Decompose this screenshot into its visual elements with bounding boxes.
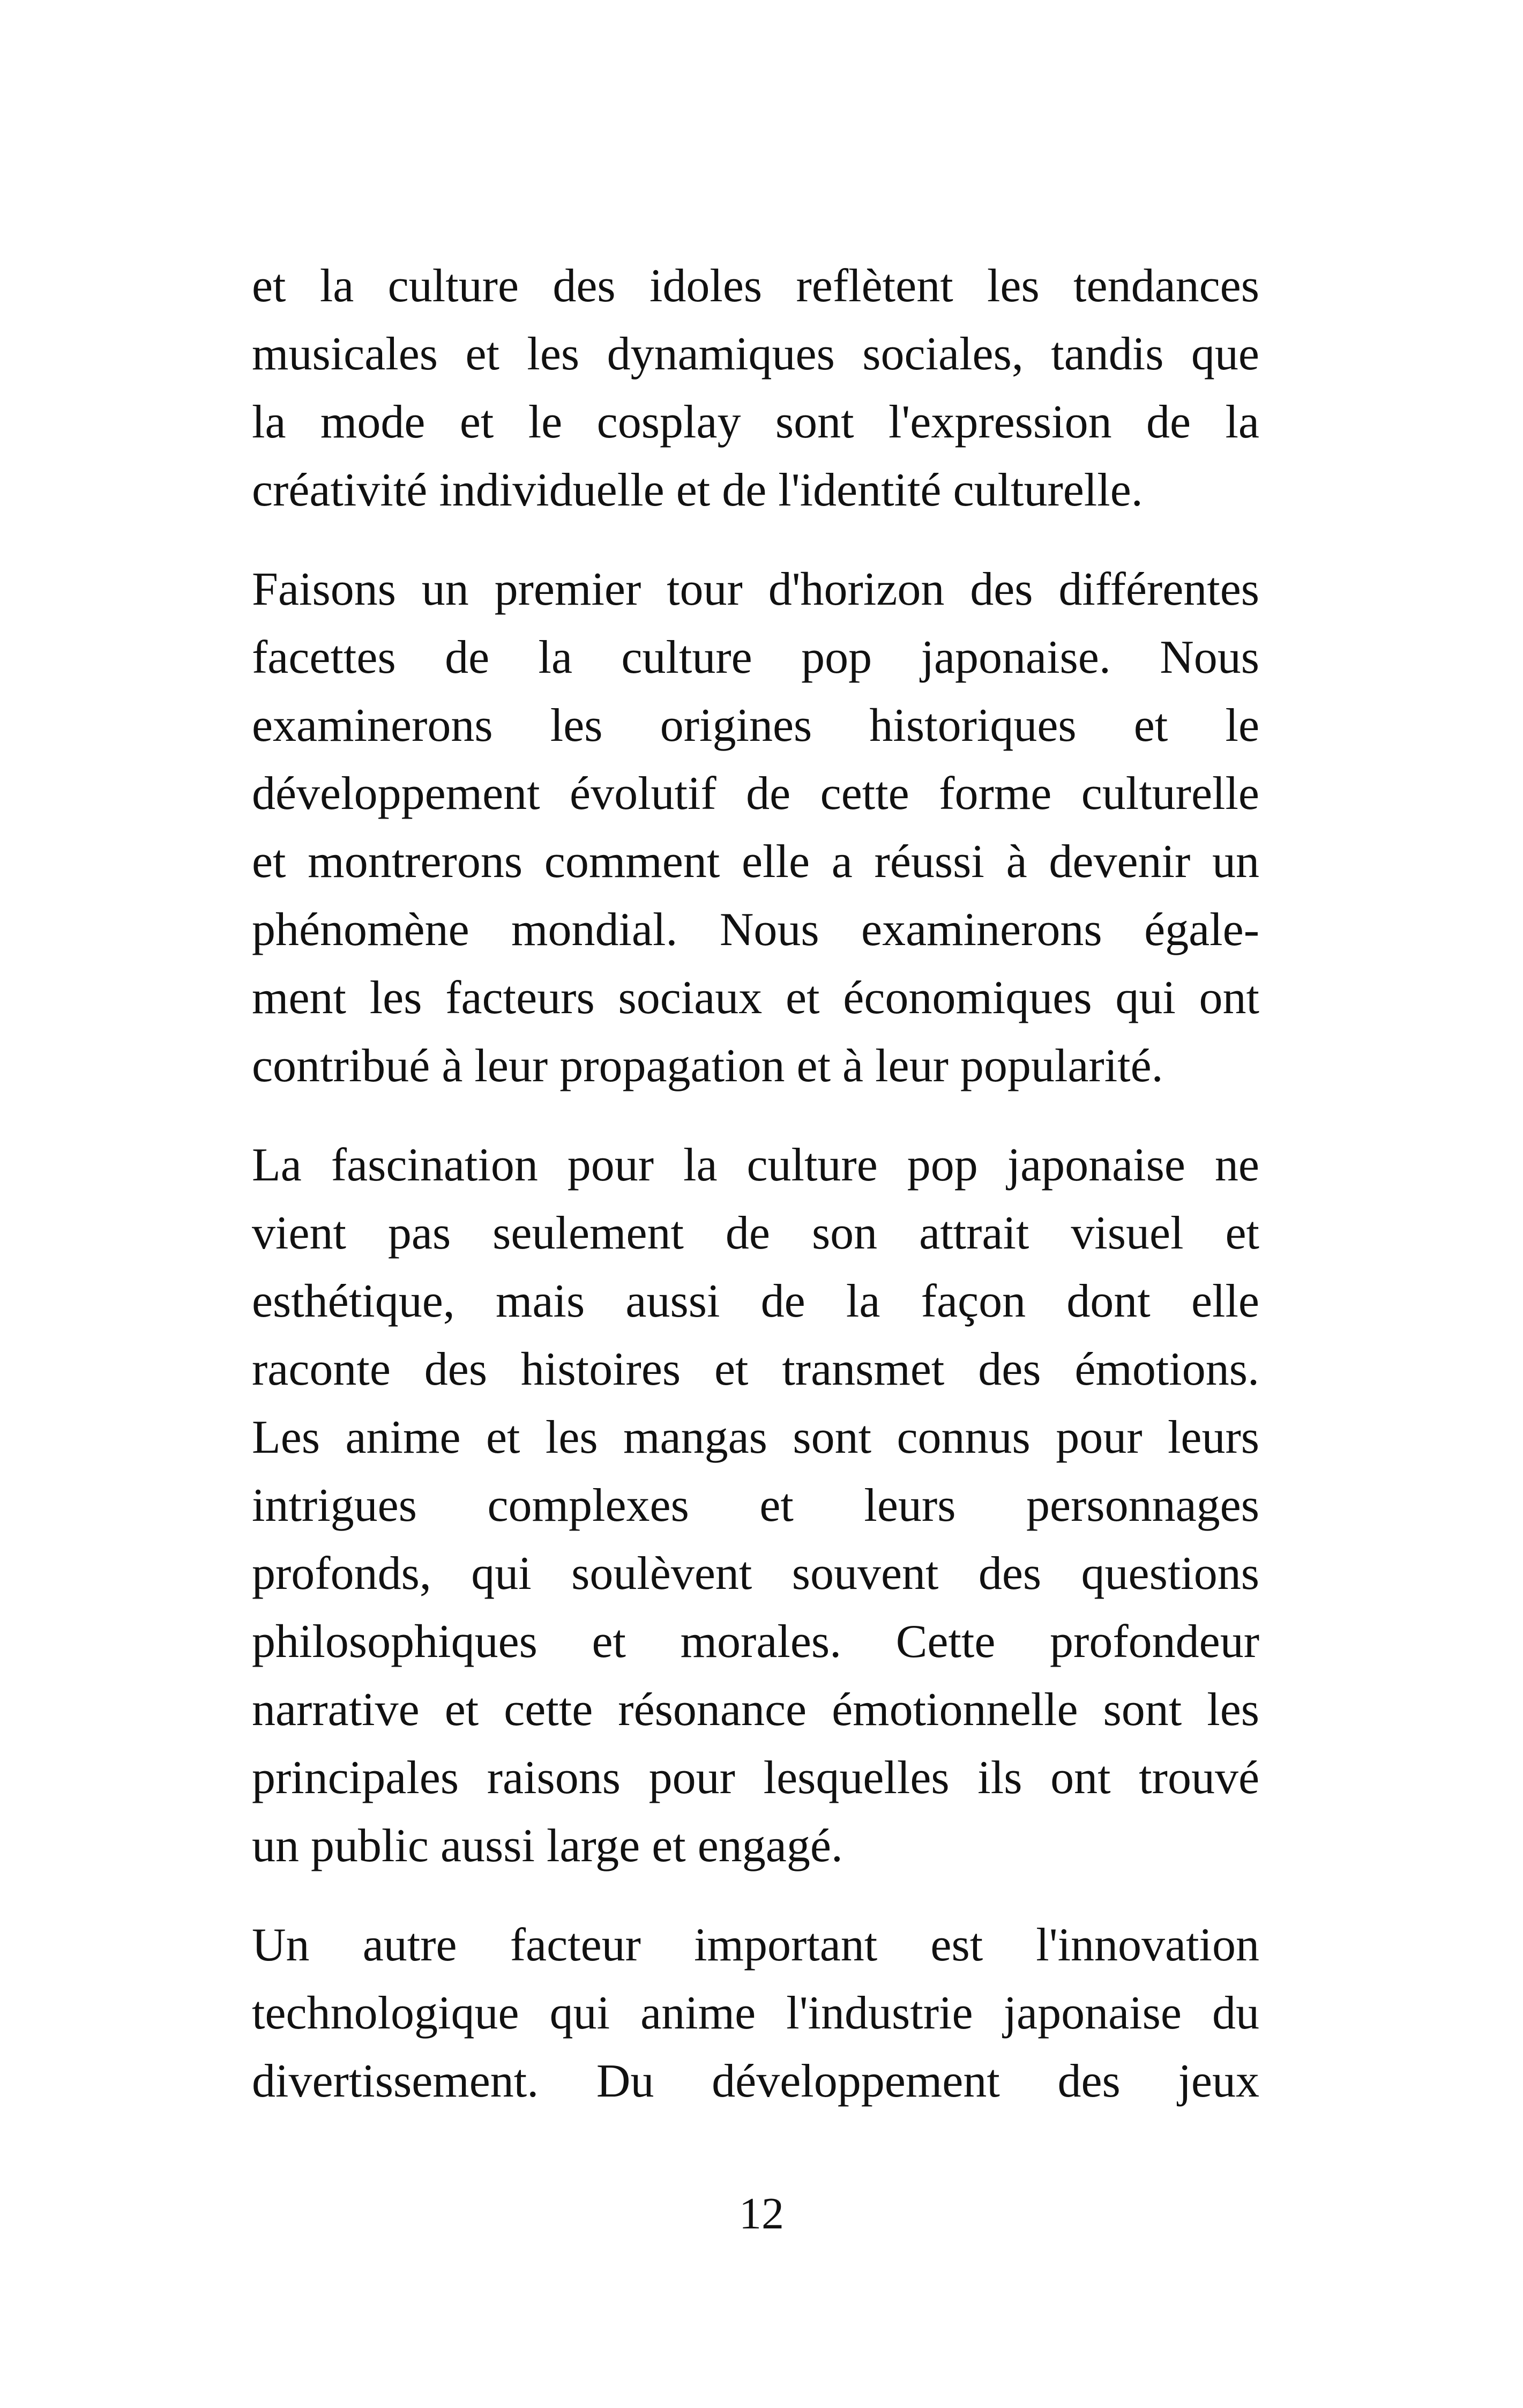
text-line: intrigues complexes et leurs personnages — [252, 1480, 1259, 1532]
text-line: narrative et cette résonance émotionnelle sont les — [252, 1684, 1259, 1736]
text-line: principales raisons pour lesquelles ils ont trouvé — [252, 1752, 1259, 1804]
page-body — [252, 252, 1259, 2146]
text-line: esthétique, mais aussi de la façon dont elle — [252, 1275, 1259, 1327]
text-line: raconte des histoires et transmet des émotions. — [252, 1343, 1259, 1395]
text-line: et la culture des idoles reflètent les tendances — [252, 260, 1259, 312]
text-line: créativité individuelle et de l'identité culturelle. — [252, 464, 1143, 516]
paragraph-1 — [252, 252, 1259, 524]
text-line: la mode et le cosplay sont l'expression de la — [252, 396, 1259, 448]
text-line: philosophiques et morales. Cette profondeur — [252, 1616, 1259, 1668]
text-line: un public aussi large et engagé. — [252, 1820, 843, 1872]
text-line: vient pas seulement de son attrait visuel et — [252, 1207, 1259, 1259]
text-line: La fascination pour la culture pop japonaise ne — [252, 1139, 1259, 1191]
text-line: examinerons les origines historiques et le — [252, 700, 1259, 752]
text-line: technologique qui anime l'industrie japonaise du — [252, 1987, 1259, 2039]
text-line: ment les facteurs sociaux et économiques qui ont — [252, 972, 1259, 1024]
text-line: contribué à leur propagation et à leur popularité. — [252, 1040, 1163, 1092]
text-line: et montrerons comment elle a réussi à devenir un — [252, 836, 1259, 888]
text-line: Un autre facteur important est l'innovation — [252, 1919, 1259, 1971]
paragraph-3 — [252, 1131, 1259, 1880]
text-line: Les anime et les mangas sont connus pour leurs — [252, 1411, 1259, 1463]
text-line: Faisons un premier tour d'horizon des différentes — [252, 563, 1259, 615]
text-line: musicales et les dynamiques sociales, tandis que — [252, 328, 1259, 380]
text-line: développement évolutif de cette forme culturelle — [252, 768, 1259, 820]
paragraph-2 — [252, 555, 1259, 1100]
text-line: facettes de la culture pop japonaise. Nous — [252, 631, 1259, 683]
text-line: divertissement. Du développement des jeux — [252, 2055, 1259, 2107]
page-number: 12 — [739, 2189, 784, 2239]
text-line: phénomène mondial. Nous examinerons égale- — [252, 904, 1259, 956]
paragraph-4 — [252, 1911, 1259, 2115]
text-line: profonds, qui soulèvent souvent des questions — [252, 1548, 1259, 1600]
